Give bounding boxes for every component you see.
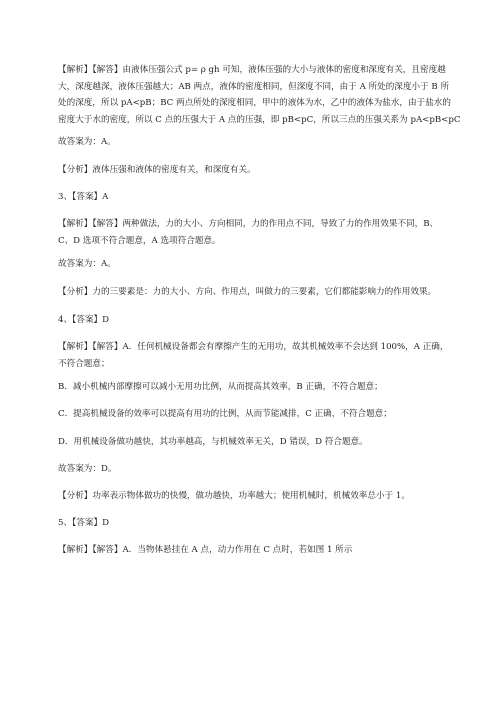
text-line: D．用机械设备做功越快，其功率越高，与机械效率无关，D 错误，D 符合题意。 [58,437,368,447]
conclusion-line [58,134,466,151]
text-line: 【解析】【解答】A．任何机械设备都会有摩擦产生的无用功，故其机械效率不会达到 100%，A 正确， [58,342,449,352]
conclusion-line [58,256,466,273]
answer-heading [58,515,466,532]
text-line: 3、【答案】A [58,192,109,202]
answer-heading [58,312,466,329]
text-line: 【分析】功率表示物体做功的快慢，做功越快，功率越大；使用机械时，机械效率总小于 1。 [58,491,410,501]
text-line: 4、【答案】D [58,315,110,325]
text-line: 5、【答案】D [58,518,110,528]
analysis-paragraph [58,62,466,128]
text-line: 故答案为：A。 [58,259,116,269]
summary-paragraph [58,162,466,179]
text-line: C．提高机械设备的效率可以提高有用功的比例，从而节能减排，C 正确，不符合题意； [58,409,392,419]
option-line [58,379,466,396]
option-line [58,406,466,423]
text-line: 【解析】【解答】两种做法，力的大小、方向相同，力的作用点不同，导致了力的作用效果不同，B、 [58,219,439,229]
text-line: 密度大于水的密度，所以 C 点的压强大于 A 点的压强，即 pB<pC，所以三点的压强关系为 pA<pB<pC [58,114,461,125]
summary-paragraph [58,488,466,505]
text-line: 处的深度，所以 pA<pB；BC 两点所处的深度相同，甲中的液体为水，乙中的液体为盐水，由于盐水的 [58,98,451,109]
analysis-paragraph [58,216,466,249]
answer-heading [58,189,466,206]
text-line: B．减小机械内部摩擦可以减小无用功比例，从而提高其效率，B 正确，不符合题意； [58,382,383,392]
text-line: 【解析】【解答】由液体压强公式 p= ρ gh 可知，液体压强的大小与液体的密度和深度有关，且密度越 [58,65,446,75]
conclusion-line [58,461,466,478]
text-line: 【分析】液体压强和液体的密度有关，和深度有关。 [58,165,256,175]
analysis-paragraph [58,339,466,372]
summary-paragraph [58,284,466,301]
analysis-paragraph [58,542,466,559]
text-line: 【分析】力的三要素是：力的大小、方向、作用点，叫做力的三要素，它们都能影响力的作用效果。 [58,287,437,297]
text-line: 不符合题意； [58,358,110,369]
option-line [58,434,466,451]
text-line: 故答案为：A。 [58,137,116,147]
text-line: 故答案为：D。 [58,464,117,474]
text-line: C、D 选项不符合题意，A 选项符合题意。 [58,235,221,246]
text-line: 【解析】【解答】A．当物体悬挂在 A 点，动力作用在 C 点时，若如图 1 所示 [58,545,353,555]
text-line: 大，深度越深，液体压强越大；AB 两点，液体的密度相同，但深度不同，由于 A 所处的深度小于 B 所 [58,81,450,92]
